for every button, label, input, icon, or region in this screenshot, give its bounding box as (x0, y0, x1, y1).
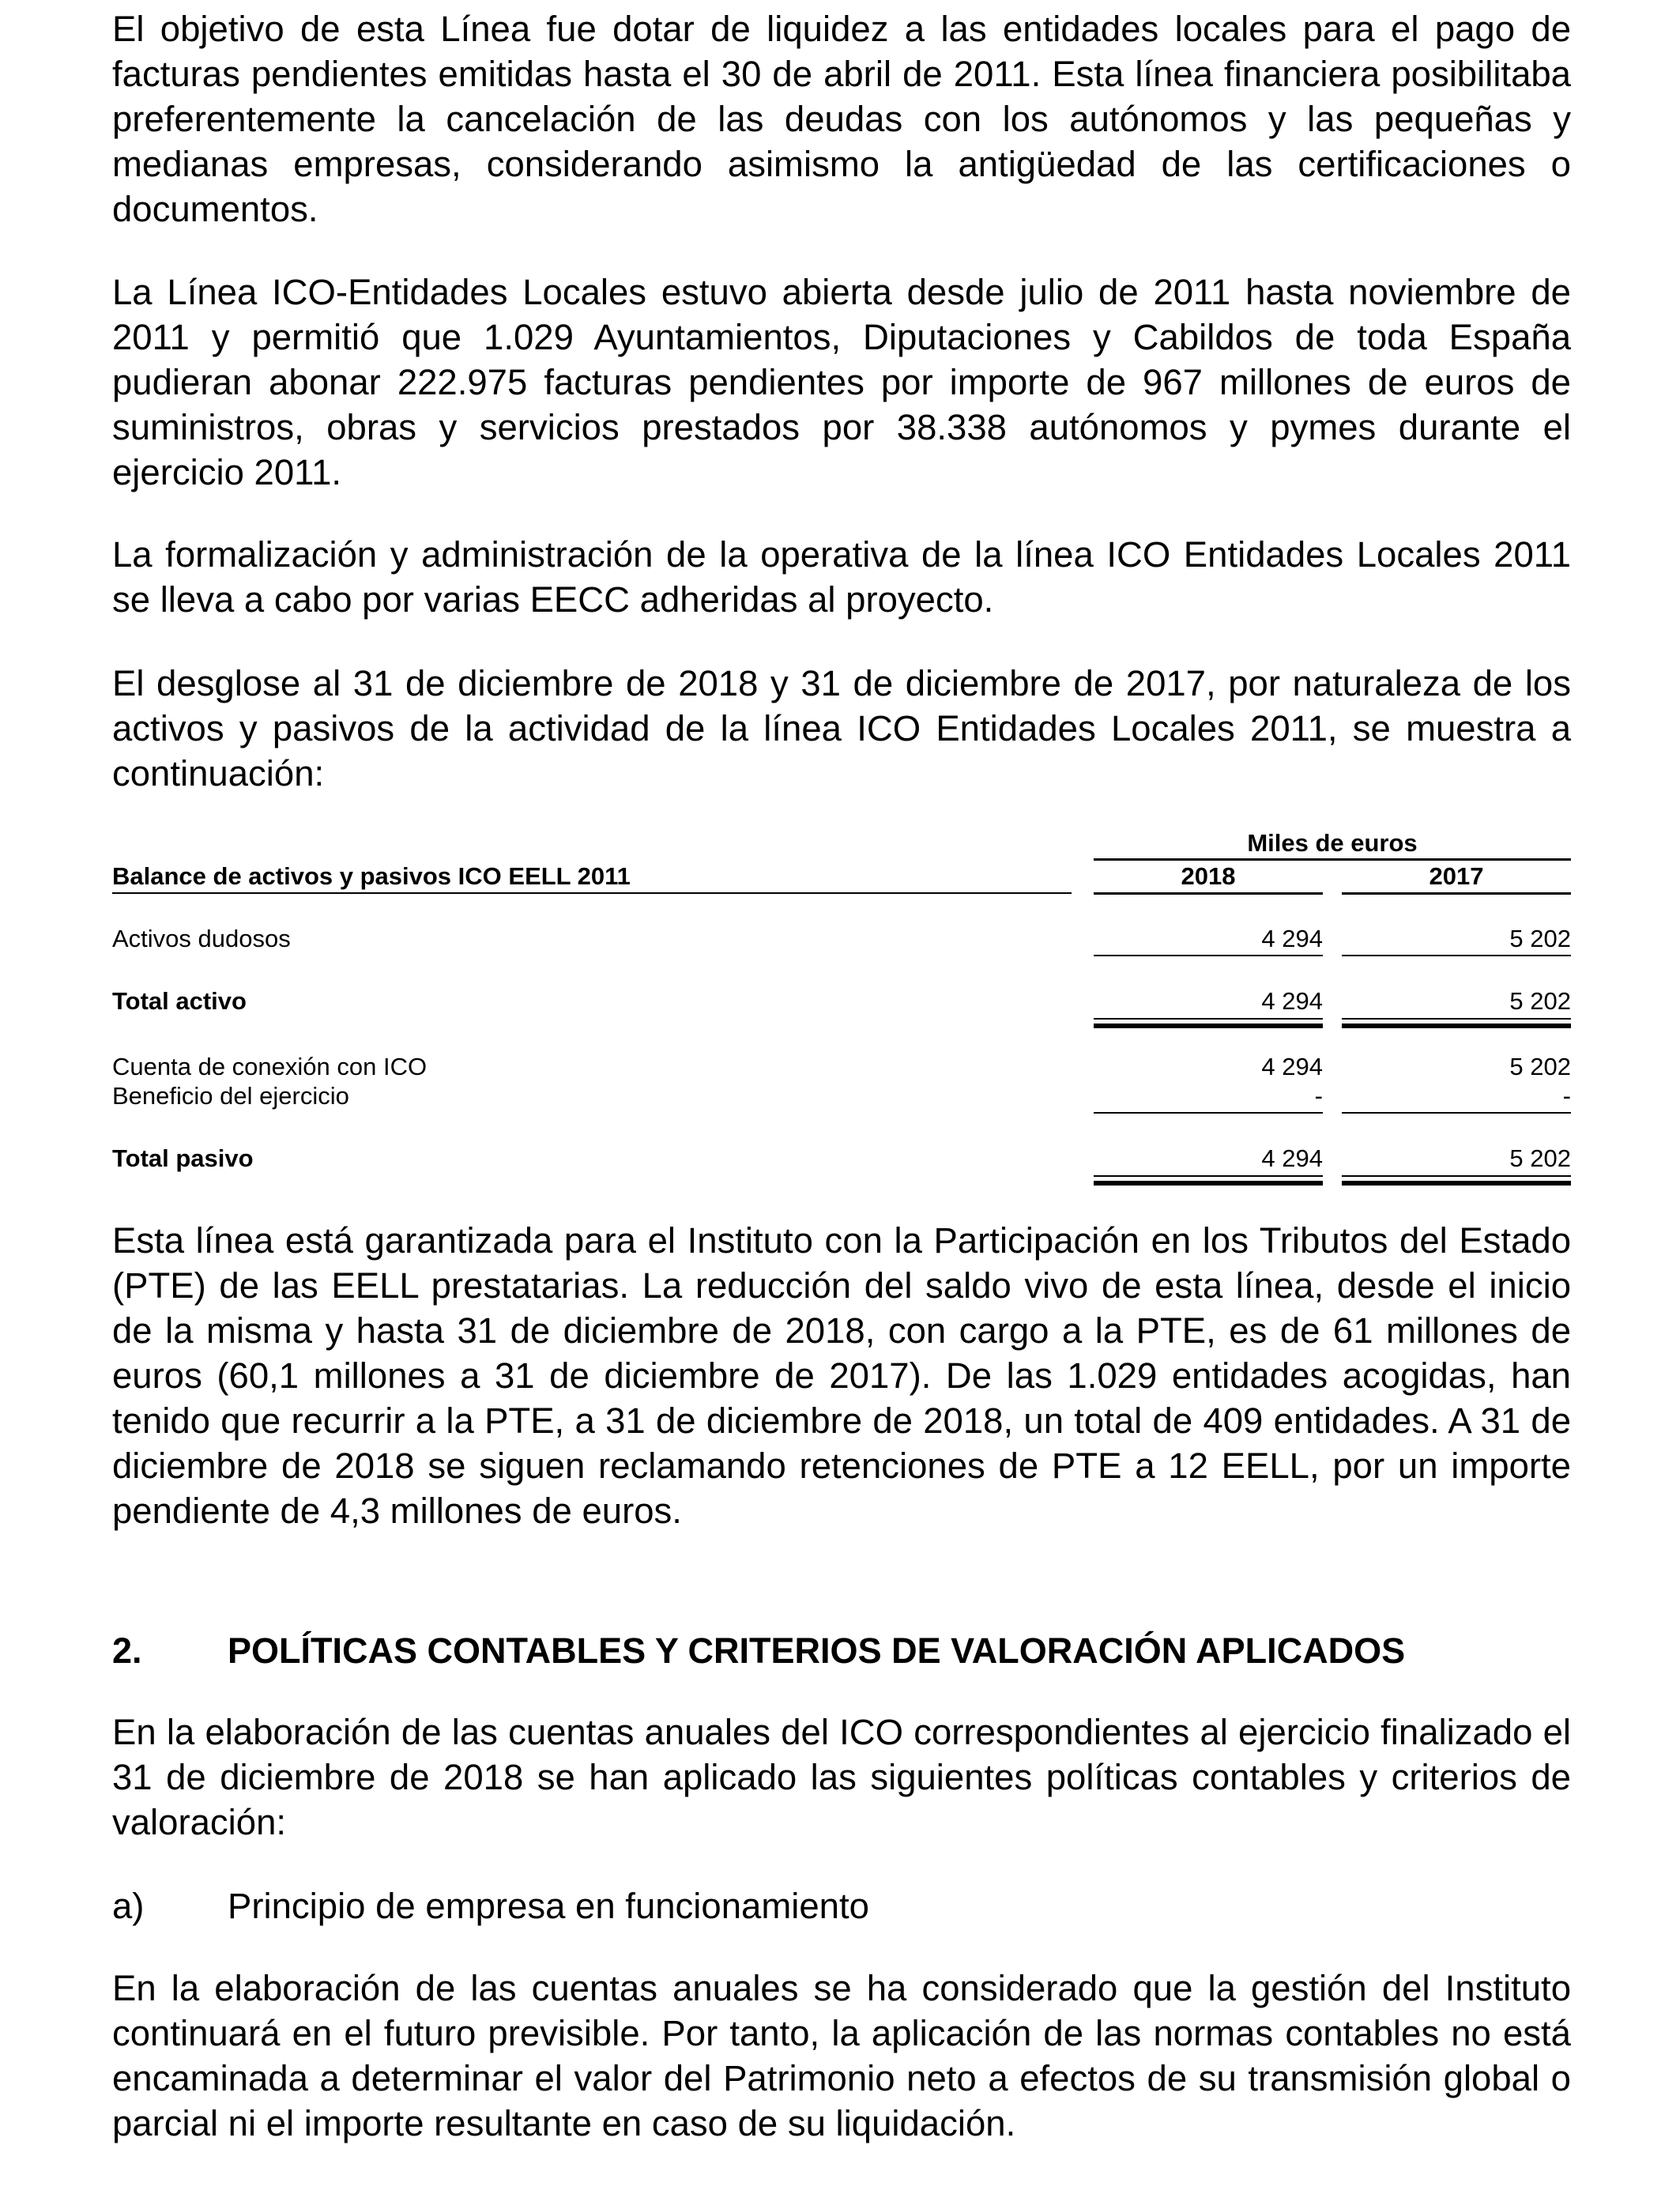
paragraph-line-period: La Línea ICO-Entidades Locales estuvo abierta desde julio de 2011 hasta noviembre de 2011 y permitió que 1.029 Ayuntamientos, Diputaciones y Cabildos de toda España pudieran abonar 222.975 facturas pendientes por importe de 967 millones de euros de suministros, obras y servicios prestados por 38.338 autónomos y pymes durante el ejercicio 2011. (112, 272, 1571, 492)
subtotal-rule-2017 (1342, 955, 1571, 956)
cell-activos-dudosos-2017: 5 202 (1509, 925, 1571, 952)
col-2017-header-rule (1342, 892, 1571, 895)
row-label-activos-dudosos: Activos dudosos (112, 925, 291, 952)
cell-total-pasivo-2018: 4 294 (1261, 1144, 1323, 1172)
section-number: 2. (112, 1630, 142, 1671)
unit-header-rule (1094, 858, 1571, 861)
paragraph-formalization: La formalización y administración de la operativa de la línea ICO Entidades Locales 2011 se lleva a cabo por varias EECC adheridas al proyecto. (112, 534, 1571, 620)
subtotal-pasivo-rule-2017 (1342, 1112, 1571, 1114)
total-activo-double-rule-2017 (1342, 1023, 1571, 1028)
column-header-2017: 2017 (1429, 862, 1484, 890)
cell-total-pasivo-2017: 5 202 (1509, 1144, 1571, 1172)
row-label-total-pasivo: Total pasivo (112, 1144, 254, 1172)
total-activo-double-rule-2018 (1094, 1023, 1323, 1028)
total-pasivo-double-rule-2017 (1342, 1181, 1571, 1186)
row-label-beneficio: Beneficio del ejercicio (112, 1082, 349, 1110)
column-header-2018: 2018 (1181, 862, 1236, 890)
cell-cuenta-conexion-2017: 5 202 (1509, 1053, 1571, 1080)
cell-total-activo-2018: 4 294 (1261, 987, 1323, 1015)
table-unit-header: Miles de euros (1247, 829, 1418, 857)
cell-total-activo-2017: 5 202 (1509, 987, 1571, 1015)
row-label-total-activo: Total activo (112, 987, 247, 1015)
row-label-cuenta-conexion: Cuenta de conexión con ICO (112, 1053, 428, 1080)
total-pasivo-rule-2017 (1342, 1175, 1571, 1177)
paragraph-line-objective: El objetivo de esta Línea fue dotar de liquidez a las entidades locales para el pago de facturas pendientes emitidas hasta el 30 de abril de 2011. Esta línea financiera posibilitaba preferentemente la cancelación de las deudas con los autónomos y las pequeñas y medianas empresas, considerando asimismo la antigüedad de las certificaciones o documentos. (112, 9, 1571, 229)
paragraph-policies-intro: En la elaboración de las cuentas anuales del ICO correspondientes al ejercicio finalizado el 31 de diciembre de 2018 se han aplicado las siguientes políticas contables y criterios de valoración: (112, 1712, 1571, 1842)
total-activo-rule-2017 (1342, 1018, 1571, 1020)
subtotal-rule-2018 (1094, 955, 1323, 956)
total-activo-rule-2018 (1094, 1018, 1323, 1020)
paragraph-breakdown-intro: El desglose al 31 de diciembre de 2018 y 31 de diciembre de 2017, por naturaleza de los activos y pasivos de la actividad de la línea ICO Entidades Locales 2011, se muestra a continuación: (112, 663, 1571, 794)
table-title-rule (112, 892, 1072, 894)
total-pasivo-double-rule-2018 (1094, 1181, 1323, 1186)
col-2018-header-rule (1094, 892, 1323, 895)
section-title: POLÍTICAS CONTABLES Y CRITERIOS DE VALORACIÓN APLICADOS (228, 1630, 1406, 1671)
total-pasivo-rule-2018 (1094, 1175, 1323, 1177)
table-title: Balance de activos y pasivos ICO EELL 2011 (112, 862, 631, 890)
cell-cuenta-conexion-2018: 4 294 (1261, 1053, 1323, 1080)
paragraph-guarantee: Esta línea está garantizada para el Instituto con la Participación en los Tributos del Estado (PTE) de las EELL prestatarias. La reducción del saldo vivo de esta línea, desde el inicio de la misma y hasta 31 de diciembre de 2018, con cargo a la PTE, es de 61 millones de euros (60,1 millones a 31 de diciembre de 2017). De las 1.029 entidades acogidas, han tenido que recurrir a la PTE, a 31 de diciembre de 2018, un total de 409 entidades. A 31 de diciembre de 2018 se siguen reclamando retenciones de PTE a 12 EELL, por un importe pendiente de 4,3 millones de euros. (112, 1220, 1571, 1531)
subsection-title: Principio de empresa en funcionamiento (228, 1886, 869, 1926)
balance-table (112, 828, 1571, 1192)
subtotal-pasivo-rule-2018 (1094, 1112, 1323, 1114)
cell-beneficio-2018: - (1314, 1082, 1323, 1110)
paragraph-going-concern: En la elaboración de las cuentas anuales se ha considerado que la gestión del Instituto continuará en el futuro previsible. Por tanto, la aplicación de las normas contables no está encaminada a determinar el valor del Patrimonio neto a efectos de su transmisión global o parcial ni el importe resultante en caso de su liquidación. (112, 1968, 1571, 2143)
cell-beneficio-2017: - (1562, 1082, 1571, 1110)
cell-activos-dudosos-2018: 4 294 (1261, 925, 1323, 952)
subsection-number: a) (112, 1886, 145, 1926)
